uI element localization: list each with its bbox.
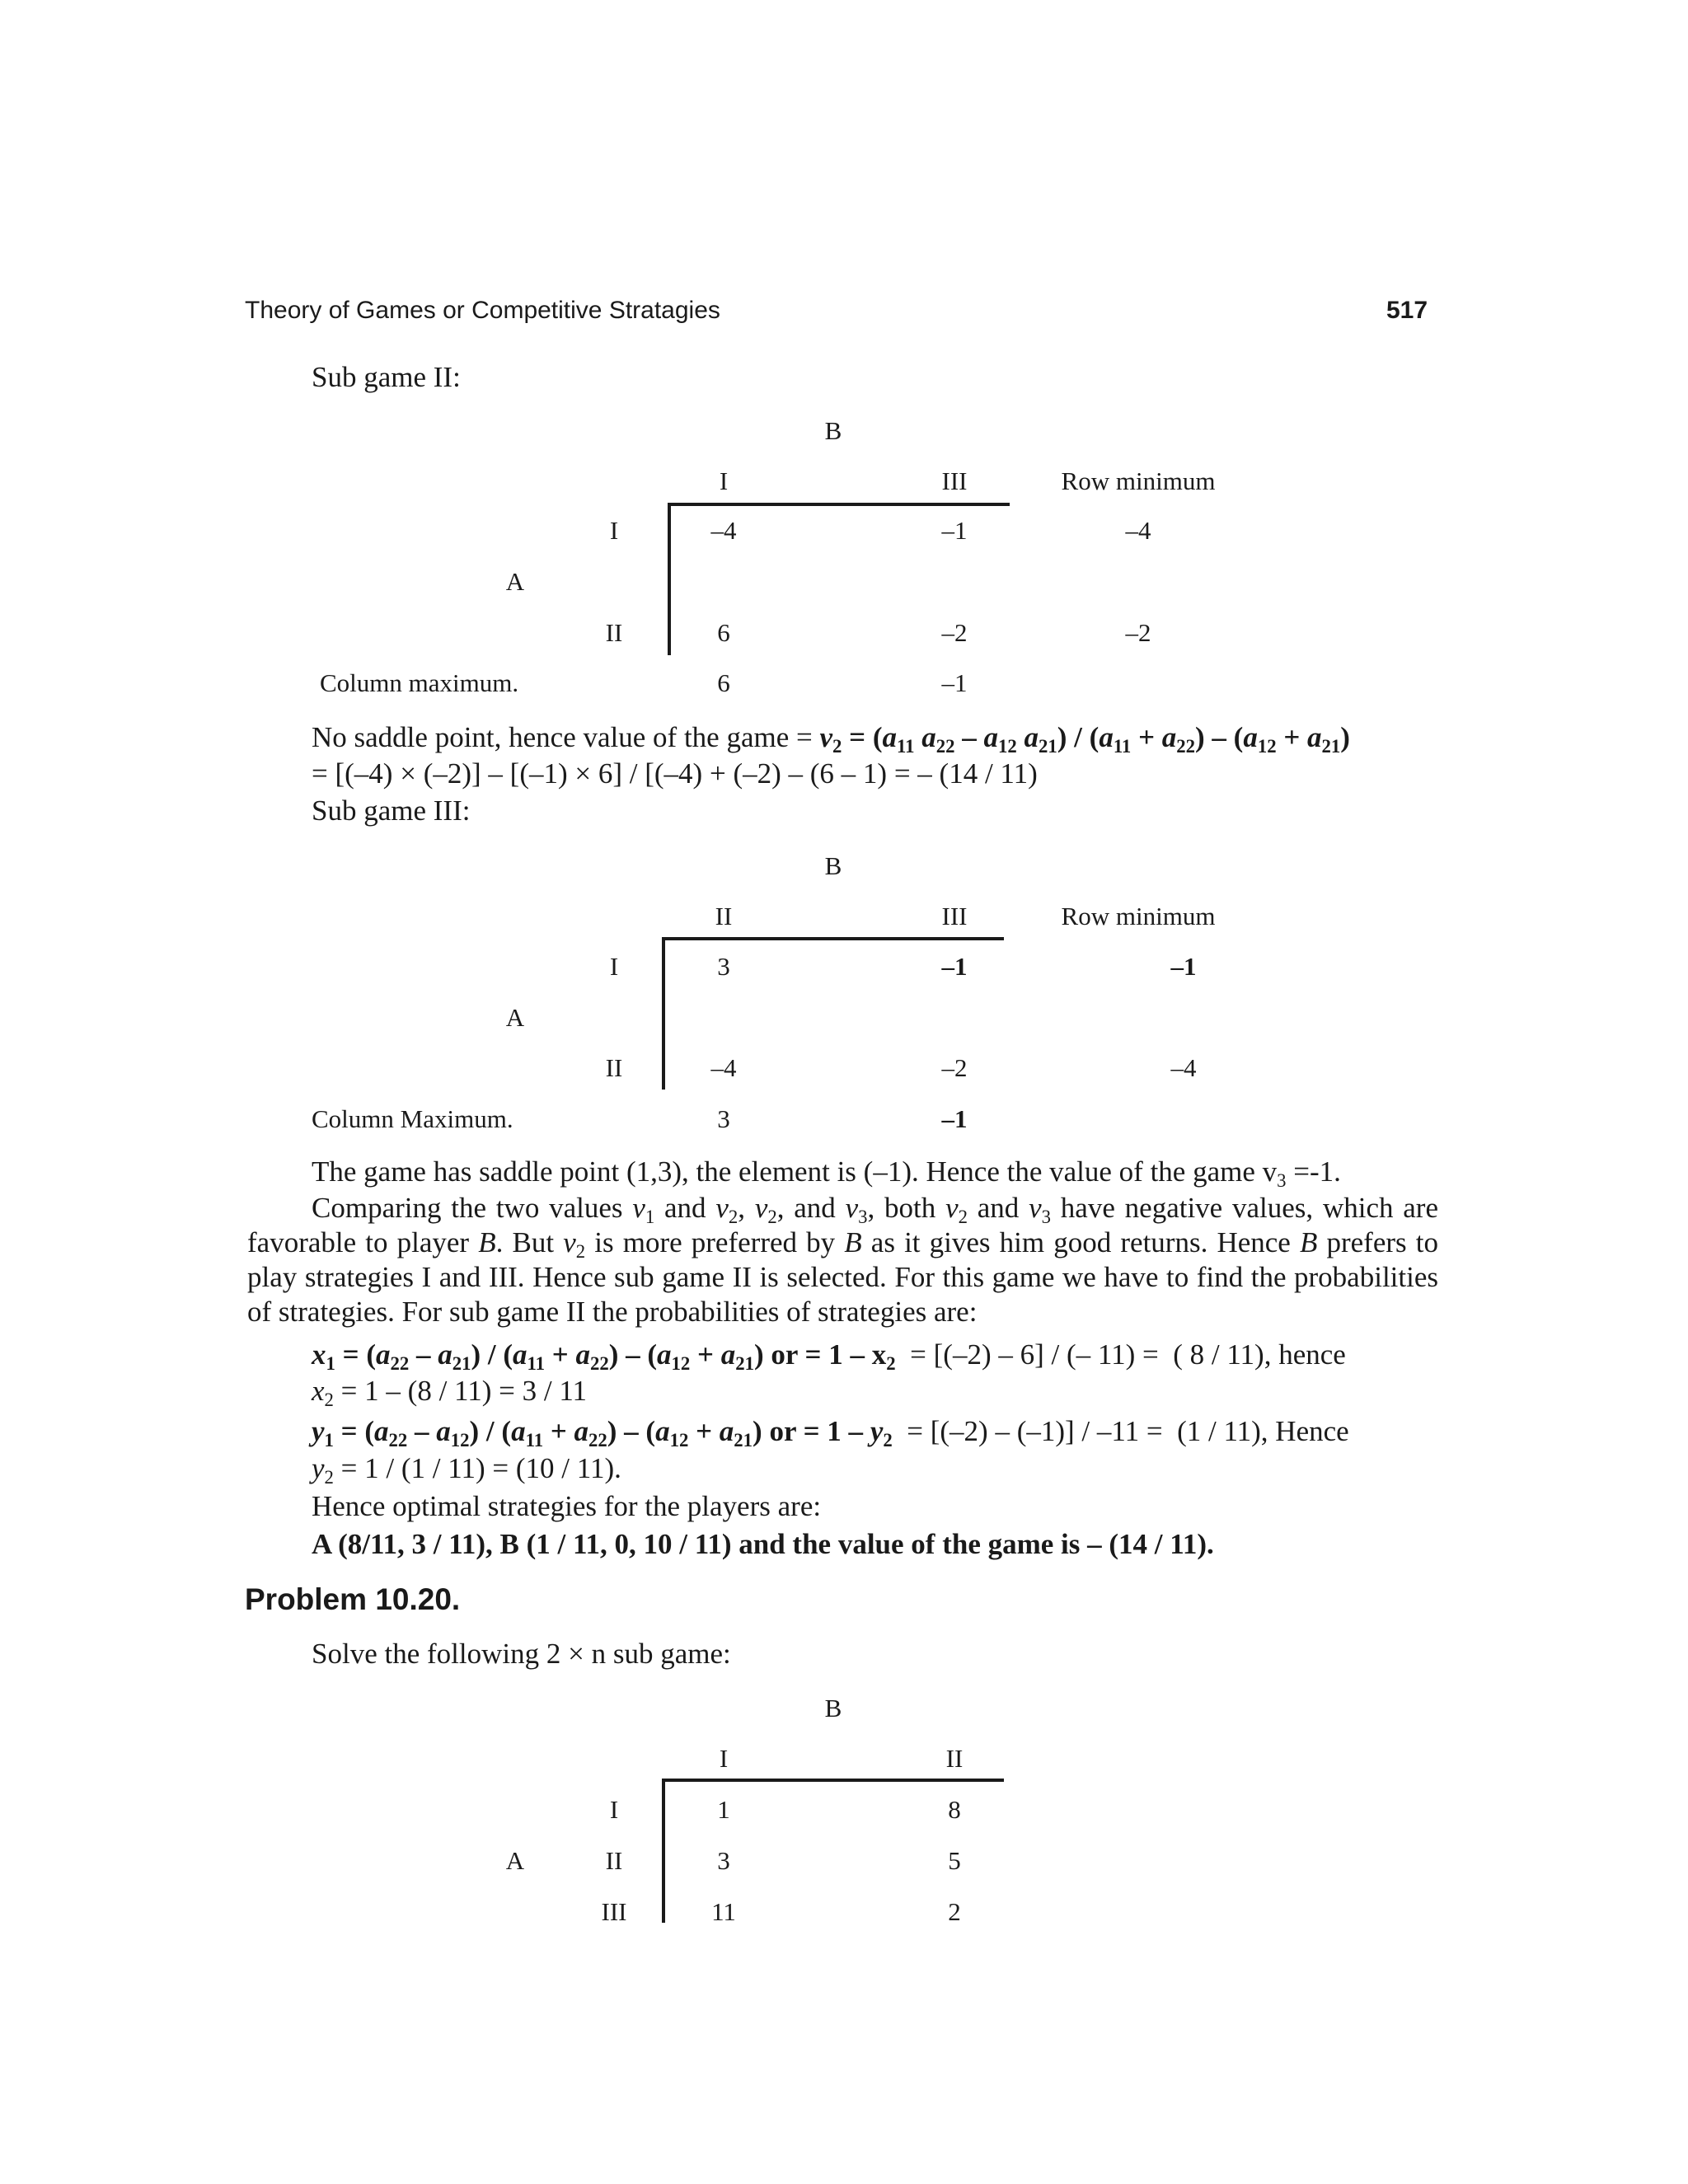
subgame3-row-label: II bbox=[605, 1053, 623, 1082]
subgame2-col-max: –1 bbox=[941, 668, 968, 697]
optimal-intro: Hence optimal strategies for the players are: bbox=[312, 1490, 822, 1522]
subgame3-cell: –4 bbox=[710, 1053, 737, 1082]
subgame3-col-max: –1 bbox=[941, 1104, 968, 1133]
subgame2-col-header: I bbox=[719, 466, 729, 495]
subgame3-cell: –1 bbox=[941, 952, 968, 981]
problem-cell: 1 bbox=[717, 1795, 730, 1824]
subgame2-value-calc: = [(–4) × (–2)] – [(–1) × 6] / [(–4) + (–2) – (6 – 1) = – (14 / 11) bbox=[312, 757, 1038, 790]
subgame3-cell: –1 bbox=[1170, 952, 1197, 981]
problem-row-label: II bbox=[605, 1846, 623, 1875]
subgame3-col-max: 3 bbox=[717, 1104, 730, 1133]
problem-top-rule bbox=[662, 1779, 1004, 1782]
subgame2-top-rule bbox=[668, 503, 1010, 506]
subgame2-col-header: III bbox=[941, 466, 968, 495]
subgame3-player-b: B bbox=[824, 851, 842, 880]
subgame3-cell: –4 bbox=[1170, 1053, 1197, 1082]
subgame3-heading: Sub game III: bbox=[312, 794, 471, 827]
y1-formula: $y_1 = (a_{22} - a_{12}) / (a_{11} + a_{22}) - (a_{12} + a_{21})$ or = $1 - y_2 = [(-2) - (-1)] / -11 = (1 / 11)$, Hence bbox=[312, 1415, 1349, 1451]
problem-cell: 3 bbox=[717, 1846, 730, 1875]
subgame3-row-label: I bbox=[609, 952, 619, 981]
x1-formula: $x_1 = (a_{22} - a_{21}) / (a_{11} + a_{22}) - (a_{12} + a_{21})$ or = $1 - x_2 = [(-2) - 6]$ / (– 11) = ( 8 / 11), hence bbox=[312, 1338, 1346, 1374]
subgame3-top-rule bbox=[662, 937, 1004, 940]
problem-cell: 2 bbox=[948, 1897, 961, 1926]
problem-row-label: III bbox=[601, 1897, 627, 1926]
subgame3-player-a: A bbox=[505, 1003, 525, 1032]
subgame2-row-label: I bbox=[609, 516, 619, 545]
problem-cell: 5 bbox=[948, 1846, 961, 1875]
problem-row-label: I bbox=[609, 1795, 619, 1824]
subgame2-player-b: B bbox=[824, 416, 842, 445]
y2-formula: $y_2 = 1 / (1 / 11) = (10 / 11)$. bbox=[312, 1452, 621, 1488]
problem-statement: Solve the following 2 × n sub game: bbox=[312, 1638, 731, 1670]
subgame3-col-max-label: Column Maximum. bbox=[312, 1104, 513, 1133]
final-answer: A (8/11, 3 / 11), B (1 / 11, 0, 10 / 11) and the value of the game is – (14 / 11). bbox=[312, 1528, 1214, 1560]
subgame2-cell: –4 bbox=[1125, 516, 1151, 545]
subgame2-left-rule bbox=[668, 503, 671, 655]
page-number: 517 bbox=[1386, 297, 1428, 324]
subgame2-col-header: Row minimum bbox=[1061, 466, 1216, 495]
problem-cell: 8 bbox=[948, 1795, 961, 1824]
subgame2-cell: 6 bbox=[717, 618, 730, 647]
subgame2-row-label: II bbox=[605, 618, 623, 647]
comparison-paragraph: Comparing the two values $v_1$ and $v_2$, $v_2$, and $v_3$, both $v_2$ and $v_3$ have negative values, which are favorable to player B. But $v_2$ is more preferred by B as it gives him good returns. Hence B prefers to play strategies I and III. Hence sub game II is selected. For this game we have to find the probabilities of strategies. For sub game II the probabilities of strategies are: bbox=[247, 1192, 1439, 1328]
subgame3-cell: 3 bbox=[717, 952, 730, 981]
problem-heading: Problem 10.20. bbox=[245, 1582, 461, 1616]
subgame2-heading: Sub game II: bbox=[312, 361, 461, 393]
subgame3-left-rule bbox=[662, 937, 665, 1090]
problem-col-header: II bbox=[945, 1744, 964, 1773]
subgame3-col-header: II bbox=[715, 902, 733, 930]
subgame3-cell: –2 bbox=[941, 1053, 968, 1082]
subgame2-value-formula: No saddle point, hence value of the game = $v_2 = (a_{11}$ $a_{22} - a_{12}$ $a_{21}) / (a_{11} + a_{22}) - (a_{12} + a_{21})$ bbox=[312, 721, 1350, 757]
running-header: Theory of Games or Competitive Stratagies bbox=[245, 297, 720, 324]
problem-left-rule bbox=[662, 1779, 665, 1923]
subgame2-cell: –2 bbox=[941, 618, 968, 647]
subgame2-cell: –1 bbox=[941, 516, 968, 545]
subgame2-col-max: 6 bbox=[717, 668, 730, 697]
subgame2-cell: –4 bbox=[710, 516, 737, 545]
subgame2-col-max-label: Column maximum. bbox=[320, 668, 519, 697]
problem-cell: 11 bbox=[711, 1897, 736, 1926]
problem-col-header: I bbox=[719, 1744, 729, 1773]
problem-player-b: B bbox=[824, 1694, 842, 1722]
saddle-point-statement: The game has saddle point (1,3), the element is (–1). Hence the value of the game $v_3 =-1$. bbox=[312, 1155, 1341, 1191]
problem-player-a: A bbox=[505, 1846, 525, 1875]
subgame3-col-header: III bbox=[941, 902, 968, 930]
subgame2-cell: –2 bbox=[1125, 618, 1151, 647]
subgame3-col-header: Row minimum bbox=[1061, 902, 1216, 930]
subgame2-player-a: A bbox=[505, 567, 525, 596]
x2-formula: $x_2 = 1 - (8 / 11) = 3 / 11$ bbox=[312, 1375, 588, 1410]
